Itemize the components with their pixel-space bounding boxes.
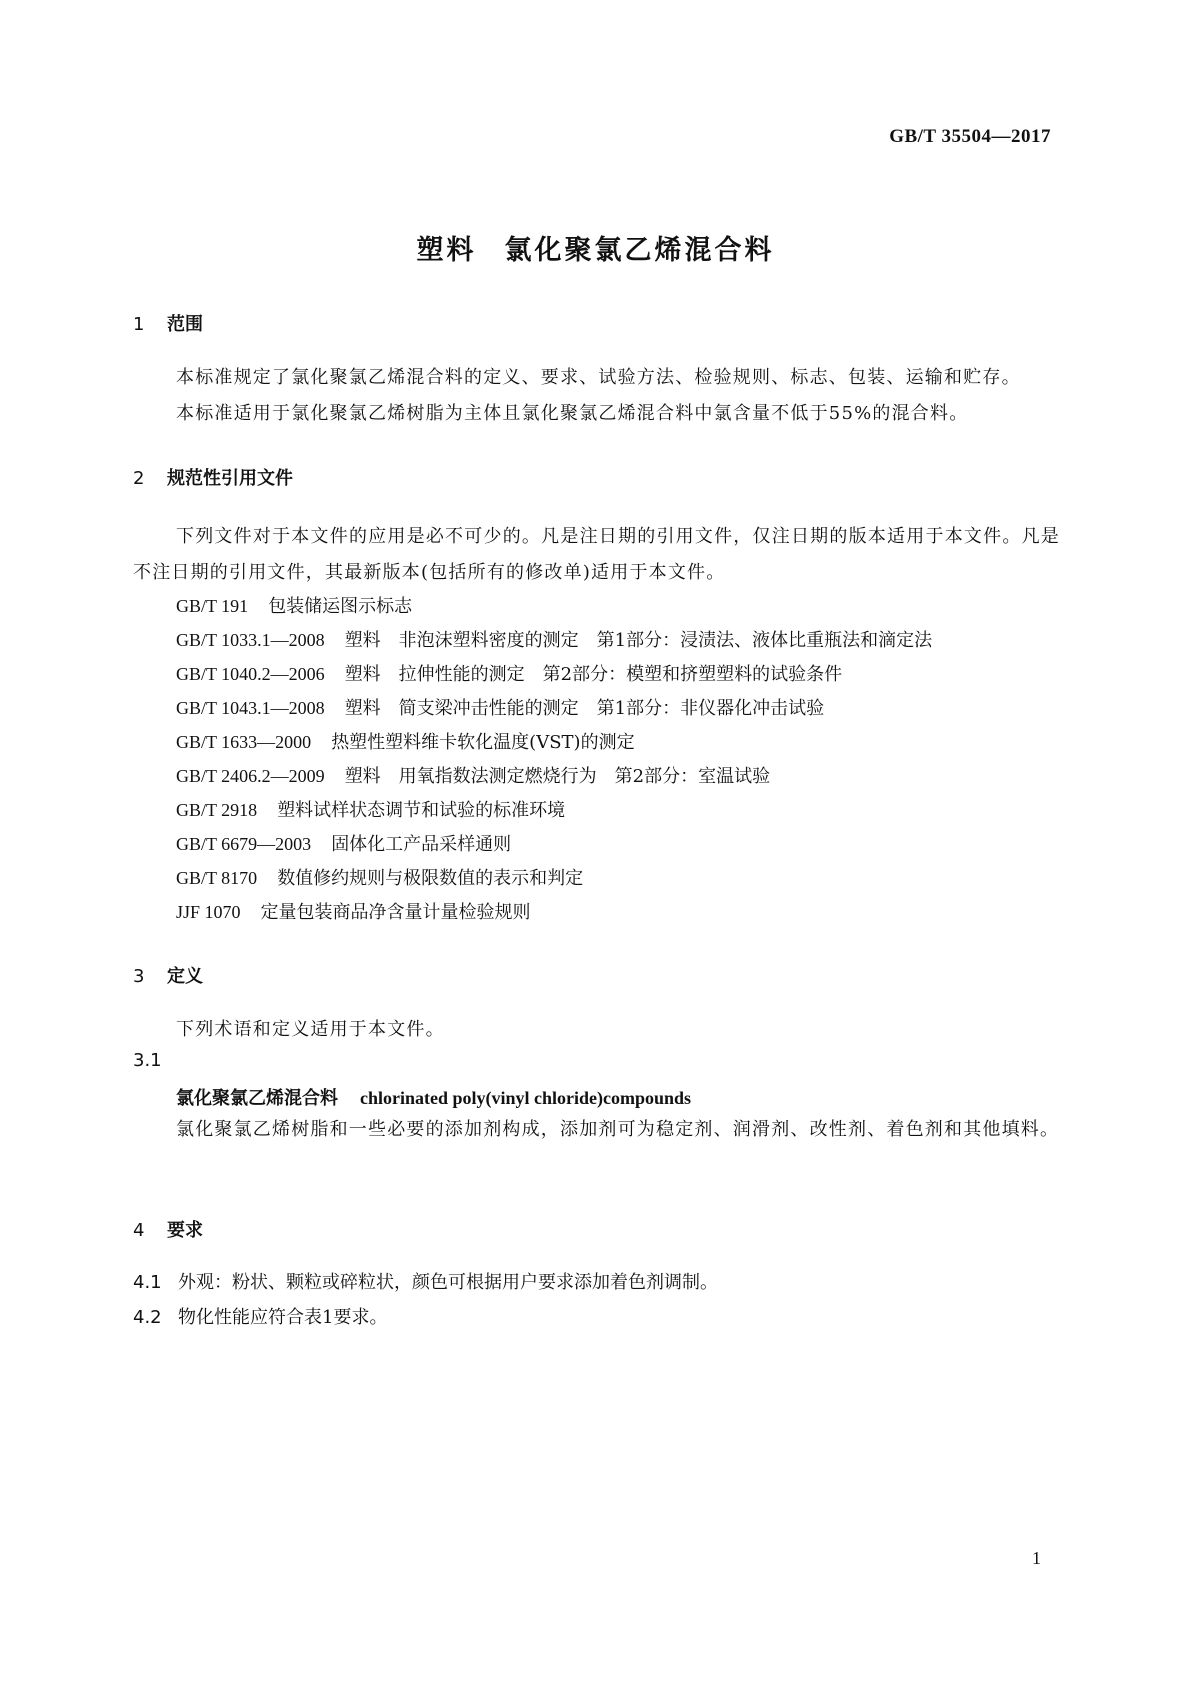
title-part-1: 塑料 <box>416 235 477 266</box>
title-part-2: 氯化聚氯乙烯混合料 <box>504 235 775 266</box>
reference-item <box>176 592 412 618</box>
section-title: 规范性引用文件 <box>167 468 293 489</box>
reference-item <box>176 660 842 686</box>
reference-code: GB/T 2406.2—2009 <box>176 766 325 786</box>
term-number: 3.1 <box>133 1050 162 1071</box>
reference-title: 塑料 拉伸性能的测定 第2部分：模塑和挤塑塑料的试验条件 <box>344 664 843 685</box>
section-number: 1 <box>133 314 145 335</box>
page-title <box>0 228 1191 267</box>
section-1-paragraph-1: 本标准规定了氯化聚氯乙烯混合料的定义、要求、试验方法、检验规则、标志、包装、运输和贮存。 <box>176 367 1021 388</box>
reference-title: 固体化工产品采样通则 <box>331 834 512 855</box>
reference-code: GB/T 2918 <box>176 800 258 820</box>
reference-item <box>176 830 511 856</box>
reference-code: GB/T 8170 <box>176 868 258 888</box>
reference-title: 塑料 非泡沫塑料密度的测定 第1部分：浸渍法、液体比重瓶法和滴定法 <box>344 630 933 651</box>
reference-code: GB/T 1033.1—2008 <box>176 630 325 650</box>
section-3-heading <box>133 962 203 988</box>
reference-title: 塑料 用氧指数法测定燃烧行为 第2部分：室温试验 <box>344 766 771 787</box>
term-chinese: 氯化聚氯乙烯混合料 <box>176 1088 338 1109</box>
reference-code: JJF 1070 <box>176 902 241 922</box>
reference-item <box>176 898 531 924</box>
reference-code: GB/T 6679—2003 <box>176 834 312 854</box>
section-1-paragraph-2: 本标准适用于氯化聚氯乙烯树脂为主体且氯化聚氯乙烯混合料中氯含量不低于55%的混合料。 <box>176 403 969 424</box>
section-number: 4 <box>133 1220 145 1241</box>
reference-item <box>176 762 770 788</box>
section-title: 定义 <box>167 966 203 987</box>
term-entry <box>176 1084 691 1110</box>
reference-title: 热塑性塑料维卡软化温度(VST)的测定 <box>331 732 635 753</box>
section-3-intro: 下列术语和定义适用于本文件。 <box>176 1019 445 1040</box>
term-english: chlorinated poly(vinyl chloride)compounds <box>360 1088 692 1108</box>
clause-number: 4.2 <box>133 1307 162 1328</box>
reference-title: 数值修约规则与极限数值的表示和判定 <box>277 868 584 889</box>
reference-item <box>176 626 932 652</box>
clause-4-1 <box>133 1268 718 1294</box>
standard-code: GB/T 35504—2017 <box>889 126 1051 147</box>
reference-code: GB/T 1043.1—2008 <box>176 698 325 718</box>
reference-title: 定量包装商品净含量计量检验规则 <box>260 902 531 923</box>
clause-text: 物化性能应符合表1要求。 <box>178 1307 388 1328</box>
page-number: 1 <box>1032 1548 1041 1568</box>
section-4-heading <box>133 1216 203 1242</box>
section-1-heading <box>133 310 203 336</box>
reference-item <box>176 796 565 822</box>
reference-title: 塑料试样状态调节和试验的标准环境 <box>277 800 566 821</box>
section-title: 要求 <box>167 1220 203 1241</box>
reference-code: GB/T 1040.2—2006 <box>176 664 325 684</box>
reference-code: GB/T 191 <box>176 596 249 616</box>
reference-item <box>176 728 635 754</box>
clause-4-2 <box>133 1303 387 1329</box>
term-definition: 氯化聚氯乙烯树脂和一些必要的添加剂构成，添加剂可为稳定剂、润滑剂、改性剂、着色剂和其他填料。 <box>176 1119 1060 1140</box>
section-2-heading <box>133 464 293 490</box>
reference-item <box>176 694 824 720</box>
reference-code: GB/T 1633—2000 <box>176 732 312 752</box>
section-number: 2 <box>133 468 145 489</box>
reference-item <box>176 864 583 890</box>
clause-text: 外观：粉状、颗粒或碎粒状，颜色可根据用户要求添加着色剂调制。 <box>178 1272 718 1293</box>
clause-number: 4.1 <box>133 1272 162 1293</box>
section-2-intro: 下列文件对于本文件的应用是必不可少的。凡是注日期的引用文件，仅注日期的版本适用于本文件。凡是不注日期的引用文件，其最新版本(包括所有的修改单)适用于本文件。 <box>133 526 1060 583</box>
reference-title: 包装储运图示标志 <box>268 596 413 617</box>
section-number: 3 <box>133 966 145 987</box>
reference-title: 塑料 简支梁冲击性能的测定 第1部分：非仪器化冲击试验 <box>344 698 825 719</box>
section-title: 范围 <box>167 314 203 335</box>
